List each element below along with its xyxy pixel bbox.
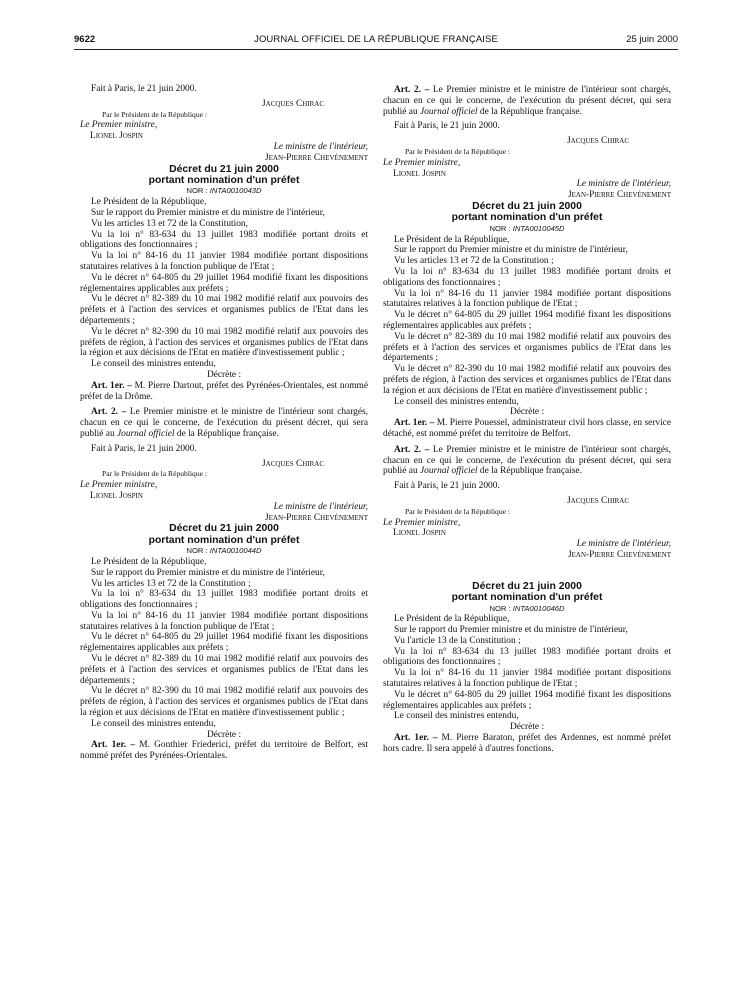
page-number: 9622 — [74, 34, 96, 45]
signatory-minister-name: Jean-Pierre Chevènement — [567, 190, 671, 201]
preamble-line: Vu la loi n° 84-16 du 11 janvier 1984 modifiée portant dispositions statutaires relatives à la fonction publique de l'Etat ; — [80, 251, 368, 272]
preamble-line: Vu les articles 13 et 72 de la Constitution, — [91, 218, 248, 229]
preamble-line: Vu la loi n° 83-634 du 13 juillet 1983 modifiée portant droits et obligations des fonctionnaires ; — [80, 589, 368, 611]
preamble-line: Sur le rapport du Premier ministre et du ministre de l'intérieur, — [394, 625, 628, 636]
preamble-line: Vu le décret n° 64-805 du 29 juillet 1964 modifié fixant les dispositions réglementaires applicables aux préfets ; — [80, 632, 368, 654]
countersign-label: Par le Président de la République : — [102, 469, 208, 479]
signatory-minister-title: Le ministre de l'intérieur, — [576, 539, 671, 550]
preamble-line: Vu le décret n° 82-390 du 10 mai 1982 modifié relatif aux pouvoirs des préfets de région, à l'action des services et organismes publics de l'Etat dans la région et aux décisions de l'Etat en matière d'investissement public ; — [80, 326, 368, 359]
journal-title: JOURNAL OFFICIEL DE LA RÉPUBLIQUE FRANÇAISE — [254, 34, 498, 45]
decree-title: Décret du 21 juin 2000 portant nomination d'un préfet — [148, 163, 300, 186]
preamble-line: Le conseil des ministres entendu, — [91, 359, 216, 370]
decree-title: Décret du 21 juin 2000 portant nomination d'un préfet — [148, 523, 300, 546]
signatory-pm-name: Lionel Jospin — [90, 490, 143, 501]
decree-title: Décret du 21 juin 2000 portant nomination d'un préfet — [451, 200, 603, 224]
preamble-line: Vu l'article 13 de la Constitution ; — [394, 635, 521, 646]
countersign-label: Par le Président de la République : — [102, 109, 208, 119]
decree-45d — [383, 201, 671, 561]
decree-43d — [80, 164, 368, 524]
signing-place-date: Fait à Paris, le 21 juin 2000. — [91, 443, 197, 454]
signatory-minister-title: Le ministre de l'intérieur, — [273, 141, 368, 152]
preamble-line: Vu le décret n° 82-390 du 10 mai 1982 modifié relatif aux pouvoirs des préfets de région, à l'action des services et organismes publics de l'Etat dans la région et aux décisions de l'Etat en matière d'investissement public ; — [383, 364, 671, 396]
page-header — [74, 34, 678, 48]
decrete-heading: Décrète : — [206, 369, 242, 380]
signatory-minister-name: Jean-Pierre Chevènement — [567, 549, 671, 560]
signing-place-date: Fait à Paris, le 21 juin 2000. — [394, 121, 500, 132]
preamble-line: Vu le décret n° 82-390 du 10 mai 1982 modifié relatif aux pouvoirs des préfets de région, à l'action des services et organismes publics de l'Etat dans la région et aux décisions de l'Etat en matière d'investissement public ; — [80, 686, 368, 719]
preamble-line: Vu le décret n° 82-389 du 10 mai 1982 modifié relatif aux pouvoirs des préfets et à l'action des services et organismes publics de l'Etat dans les départements ; — [80, 294, 368, 326]
signatory-pm-name: Lionel Jospin — [393, 528, 446, 539]
article-2: Art. 2. – Le Premier ministre et le ministre de l'intérieur sont chargés, chacun en ce qui le concerne, de l'exécution du présent décret, qui sera publié au Journal officiel de la République française. — [383, 85, 672, 117]
signatory-president: Jacques Chirac — [262, 458, 325, 469]
signatory-pm-name: Lionel Jospin — [90, 131, 143, 142]
article-2: Art. 2. – Le Premier ministre et le ministre de l'intérieur sont chargés, chacun en ce qui le concerne, de l'exécution du présent décret, qui sera publié au Journal officiel de la République française. — [80, 407, 369, 439]
signatory-minister-title: Le ministre de l'intérieur, — [576, 179, 671, 190]
signatory-pm-title: Le Premier ministre, — [80, 120, 158, 131]
preamble-line: Le Président de la République, — [394, 614, 510, 625]
preamble-line: Vu la loi n° 83-634 du 13 juillet 1983 modifiée portant droits et obligations des fonctionnaires ; — [383, 646, 671, 668]
preamble-line: Le conseil des ministres entendu, — [394, 711, 519, 722]
preamble-line: Sur le rapport du Premier ministre et du ministre de l'intérieur, — [394, 245, 628, 256]
signing-place-date: Fait à Paris, le 21 juin 2000. — [91, 84, 197, 94]
signatory-minister-name: Jean-Pierre Chevènement — [264, 152, 368, 163]
decrete-heading: Décrète : — [206, 729, 242, 740]
nor-reference: NOR : INTA0010046D — [489, 603, 565, 613]
preamble-line: Vu la loi n° 84-16 du 11 janvier 1984 modifiée portant dispositions statutaires relatives à la fonction publique de l'Etat ; — [383, 288, 671, 310]
preamble-line: Sur le rapport du Premier ministre et du ministre de l'intérieur, — [91, 567, 325, 578]
article-1: Art. 1er. – M. Pierre Baraton, préfet des Ardennes, est nommé préfet hors cadre. Il sera appelé à d'autres fonctions. — [383, 733, 671, 754]
preamble-line: Vu la loi n° 83-634 du 13 juillet 1983 modifiée portant droits et obligations des fonctionnaires ; — [80, 229, 368, 251]
article-2: Art. 2. – Le Premier ministre et le ministre de l'intérieur sont chargés, chacun en ce qui le concerne, de l'exécution du présent décret, qui sera publié au Journal officiel de la République française. — [383, 444, 672, 477]
decrete-heading: Décrète : — [509, 722, 545, 733]
left-column — [80, 84, 368, 762]
signatory-president: Jacques Chirac — [262, 98, 325, 109]
signatory-president: Jacques Chirac — [567, 495, 630, 506]
preamble-line: Le Président de la République, — [91, 197, 207, 208]
signatory-president: Jacques Chirac — [567, 136, 630, 147]
preamble-line: Vu les articles 13 et 72 de la Constitution ; — [394, 256, 554, 267]
signatory-pm-title: Le Premier ministre, — [383, 157, 461, 168]
decree-title: Décret du 21 juin 2000 portant nomination d'un préfet — [451, 580, 603, 604]
preamble-line: Vu le décret n° 82-389 du 10 mai 1982 modifié relatif aux pouvoirs des préfets et à l'action des services et organismes publics de l'Etat dans les départements ; — [383, 331, 671, 364]
nor-reference: NOR : INTA0010043D — [186, 186, 262, 196]
preamble-line: Vu le décret n° 64-805 du 29 juillet 1964 modifié fixant les dispositions réglementaires applicables aux préfets ; — [80, 272, 368, 294]
signatory-pm-title: Le Premier ministre, — [80, 480, 158, 491]
preamble-line: Le Président de la République, — [91, 556, 207, 567]
preamble-line: Le conseil des ministres entendu, — [91, 718, 216, 729]
preamble-line: Vu la loi n° 84-16 du 11 janvier 1984 modifiée portant dispositions statutaires relatives à la fonction publique de l'Etat ; — [383, 668, 671, 690]
preamble-line: Vu le décret n° 82-389 du 10 mai 1982 modifié relatif aux pouvoirs des préfets et à l'action des services et organismes publics de l'Etat dans les départements ; — [80, 654, 368, 686]
decrete-heading: Décrète : — [509, 407, 545, 418]
preamble-line: Vu le décret n° 64-805 du 29 juillet 1964 modifié fixant les dispositions réglementaires applicables aux préfets ; — [383, 689, 671, 711]
preamble-line: Le Président de la République, — [394, 234, 510, 245]
signatory-minister-title: Le ministre de l'intérieur, — [273, 501, 368, 512]
article-1: Art. 1er. – M. Pierre Dartout, préfet des Pyrénées-Orientales, est nommé préfet de la Drôme. — [80, 380, 368, 402]
preamble-line: Le conseil des ministres entendu, — [394, 396, 519, 407]
article-1: Art. 1er. – M. Pierre Pouessel, administrateur civil hors classe, en service détaché, est nommé préfet du territoire de Belfort. — [383, 418, 671, 439]
countersign-label: Par le Président de la République : — [405, 146, 511, 156]
preamble-line: Vu la loi n° 84-16 du 11 janvier 1984 modifiée portant dispositions statutaires relatives à la fonction publique de l'Etat ; — [80, 610, 368, 632]
preamble-line: Vu les articles 13 et 72 de la Constitution ; — [91, 578, 251, 589]
preamble-line: Vu le décret n° 64-805 du 29 juillet 1964 modifié fixant les dispositions réglementaires applicables aux préfets ; — [383, 310, 671, 331]
preamble-line: Sur le rapport du Premier ministre et du ministre de l'intérieur, — [91, 207, 325, 218]
preamble-line: Vu la loi n° 83-634 du 13 juillet 1983 modifiée portant droits et obligations des fonctionnaires ; — [383, 266, 671, 288]
right-column — [383, 85, 671, 755]
article-1: Art. 1er. – M. Gonthier Friederici, préfet du territoire de Belfort, est nommé préfet des Pyrénées-Orientales. — [80, 740, 369, 762]
signatory-pm-name: Lionel Jospin — [393, 168, 446, 179]
nor-reference: NOR : INTA0010045D — [489, 223, 565, 233]
issue-date: 25 juin 2000 — [626, 34, 678, 45]
signing-place-date: Fait à Paris, le 21 juin 2000. — [394, 481, 500, 492]
signatory-pm-title: Le Premier ministre, — [383, 517, 461, 528]
nor-reference: NOR : INTA0010044D — [186, 546, 262, 556]
signatory-minister-name: Jean-Pierre Chevènement — [264, 512, 368, 523]
decree-46d — [383, 581, 671, 755]
decree-44d — [80, 523, 368, 762]
header-rule — [74, 49, 678, 50]
countersign-label: Par le Président de la République : — [405, 506, 511, 516]
